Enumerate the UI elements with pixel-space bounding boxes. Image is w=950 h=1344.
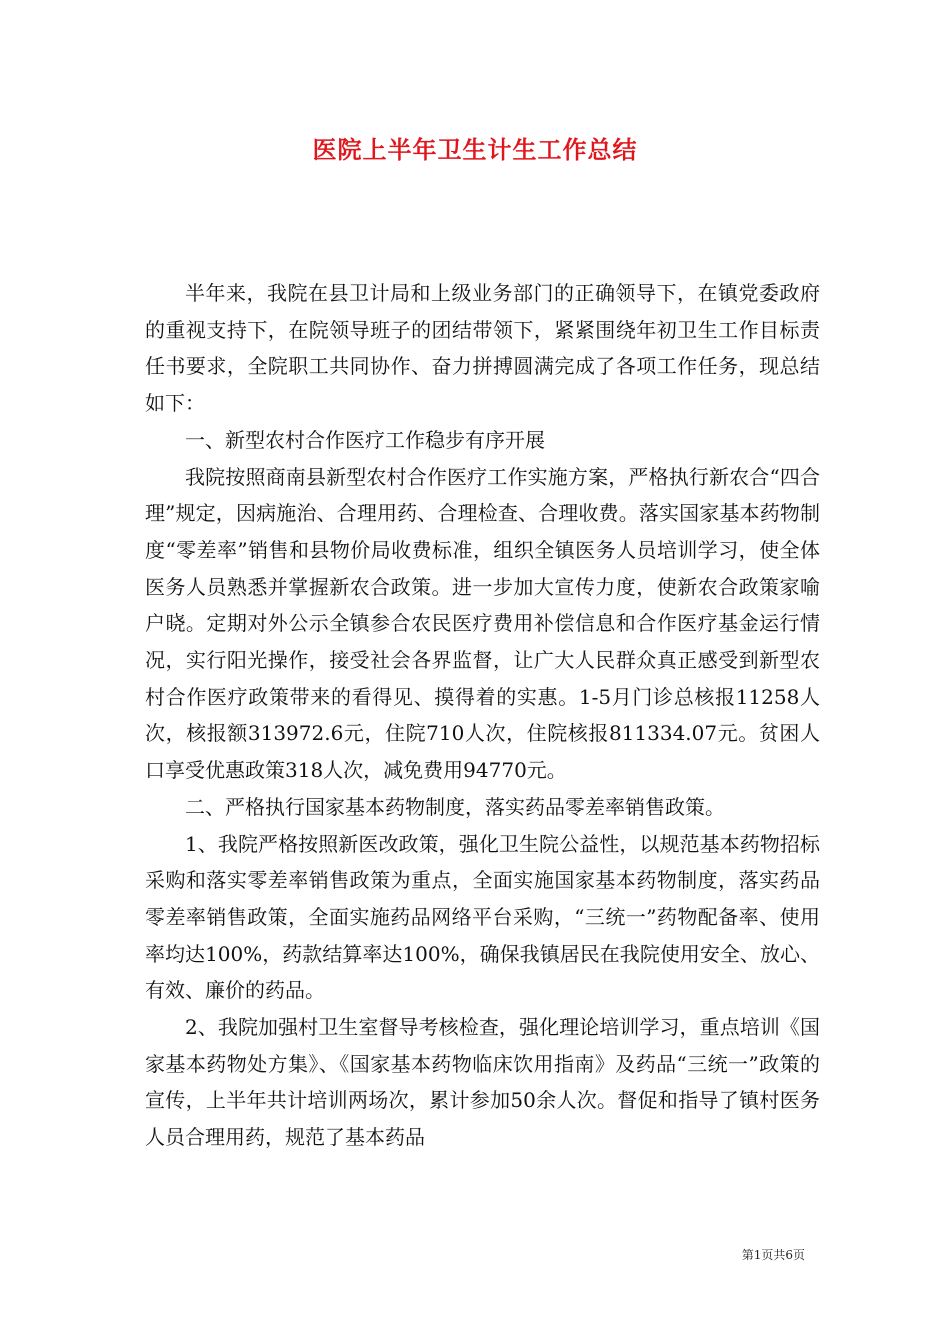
paragraph-intro: 半年来，我院在县卫计局和上级业务部门的正确领导下，在镇党委政府的重视支持下，在院领导班子的团结带领下，紧紧围绕年初卫生工作目标责任书要求，全院职工共同协作、奋力拼搏圆满完成了各项工作任务，现总结如下：	[145, 281, 820, 416]
document-body	[145, 275, 820, 1156]
page-number: 第1页共6页	[741, 1248, 805, 1262]
paragraph-section-1: 我院按照商南县新型农村合作医疗工作实施方案，严格执行新农合“四合理”规定，因病施治、合理用药、合理检查、合理收费。落实国家基本药物制度“零差率”销售和县物价局收费标准，组织全镇医务人员培训学习，使全体医务人员熟悉并掌握新农合政策。进一步加大宣传力度，使新农合政策家喻户晓。定期对外公示全镇参合农民医疗费用补偿信息和合作医疗基金运行情况，实行阳光操作，接受社会各界监督，让广大人民群众真正感受到新型农村合作医疗政策带来的看得见、摸得着的实惠。1-5月门诊总核报11258人次，核报额313972.6元，住院710人次，住院核报811334.07元。贫困人口享受优惠政策318人次，减免费用94770元。	[145, 464, 820, 783]
document-title: 医院上半年卫生计生工作总结	[312, 135, 638, 164]
paragraph-item-2: 2、我院加强村卫生室督导考核检查，强化理论培训学习，重点培训《国家基本药物处方集》、《国家基本药物临床饮用指南》及药品“三统一”政策的宣传，上半年共计培训两场次，累计参加50余人次。督促和指导了镇村医务人员合理用药，规范了基本药品	[145, 1015, 820, 1150]
section-heading-2: 二、严格执行国家基本药物制度，落实药品零差率销售政策。	[185, 794, 725, 819]
paragraph-item-1: 1、我院严格按照新医改政策，强化卫生院公益性，以规范基本药物招标采购和落实零差率销售政策为重点，全面实施国家基本药物制度，落实药品零差率销售政策，全面实施药品网络平台采购，“三统一”药物配备率、使用率均达100%，药款结算率达100%，确保我镇居民在我院使用安全、放心、有效、廉价的药品。	[145, 831, 820, 1003]
section-heading-1: 一、新型农村合作医疗工作稳步有序开展	[185, 427, 545, 452]
